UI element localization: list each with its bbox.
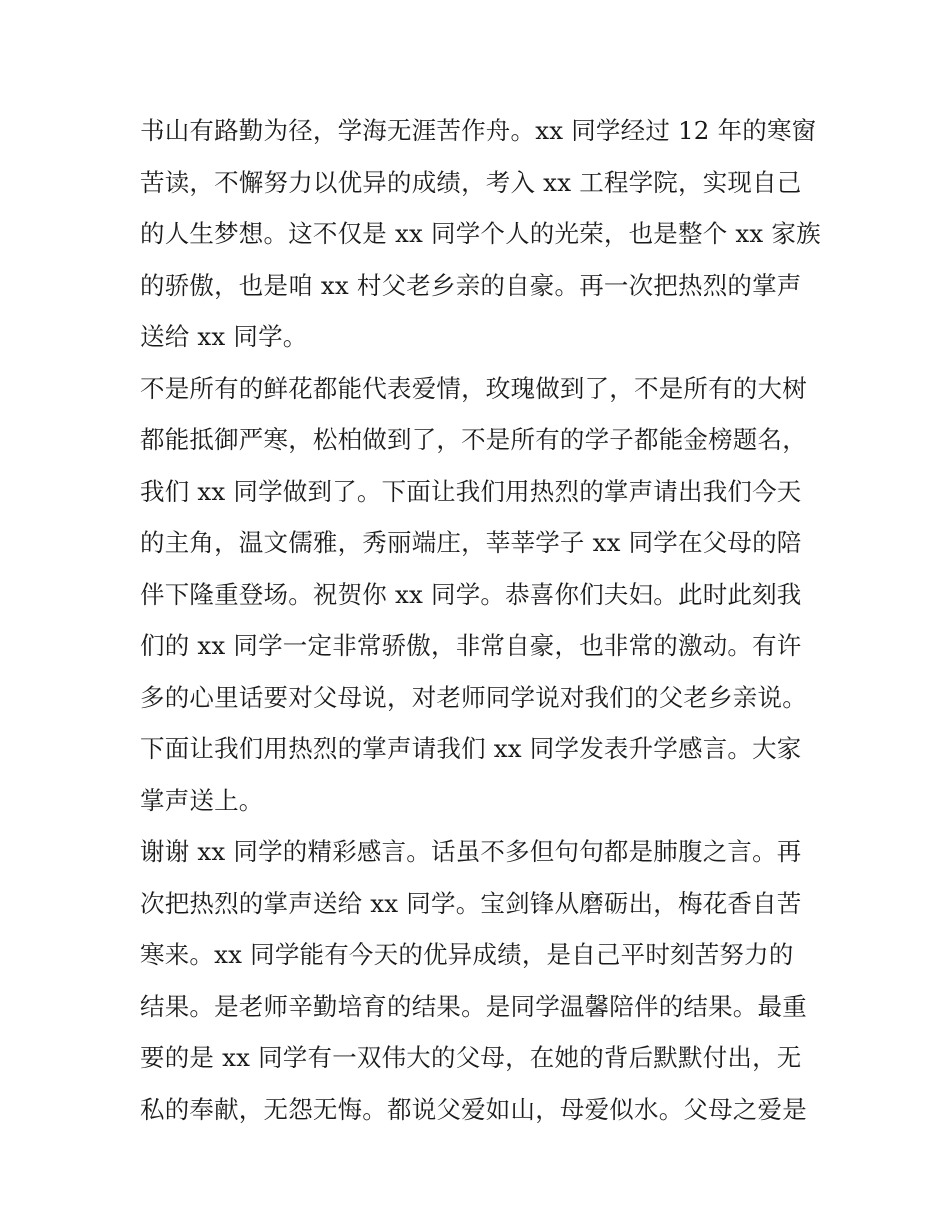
text-line: 苦读，不懈努力以优异的成绩，考入 xx 工程学院，实现自己: [140, 167, 802, 197]
paragraph-1: [140, 105, 820, 363]
text-line: 都能抵御严寒，松柏做到了，不是所有的学子都能金榜题名，: [140, 425, 807, 454]
document-body: [140, 105, 820, 1135]
text-line: 结果。是老师辛勤培育的结果。是同学温馨陪伴的结果。最重: [140, 991, 807, 1021]
text-line: 多的心里话要对父母说，对老师同学说对我们的父老乡亲说。: [140, 682, 807, 712]
paragraph-2: [140, 363, 820, 827]
text-line: 不是所有的鲜花都能代表爱情，玫瑰做到了，不是所有的大树: [140, 373, 807, 403]
text-line: 的骄傲，也是咱 xx 村父老乡亲的自豪。再一次把热烈的掌声: [140, 270, 802, 300]
paragraph-3: [140, 826, 820, 1135]
text-line: 伴下隆重登场。祝贺你 xx 同学。恭喜你们夫妇。此时此刻我: [140, 579, 802, 609]
text-line: 的人生梦想。这不仅是 xx 同学个人的光荣，也是整个 xx 家族: [140, 219, 821, 248]
text-line: 次把热烈的掌声送给 xx 同学。宝剑锋从磨砺出，梅花香自苦: [140, 888, 802, 918]
text-line: 们的 xx 同学一定非常骄傲，非常自豪，也非常的激动。有许: [140, 631, 802, 660]
text-line: 私的奉献，无怨无悔。都说父爱如山，母爱似水。父母之爱是: [140, 1094, 807, 1124]
text-line: 的主角，温文儒雅，秀丽端庄，莘莘学子 xx 同学在父母的陪: [140, 528, 802, 557]
text-line: 我们 xx 同学做到了。下面让我们用热烈的掌声请出我们今天: [140, 476, 802, 506]
text-line: 掌声送上。: [140, 785, 264, 815]
text-line: 书山有路勤为径，学海无涯苦作舟。xx 同学经过 12 年的寒窗: [140, 116, 817, 145]
text-line: 要的是 xx 同学有一双伟大的父母，在她的背后默默付出，无: [140, 1043, 802, 1072]
text-line: 寒来。xx 同学能有今天的优异成绩，是自己平时刻苦努力的: [140, 940, 794, 969]
text-line: 下面让我们用热烈的掌声请我们 xx 同学发表升学感言。大家: [140, 734, 802, 763]
text-line: 谢谢 xx 同学的精彩感言。话虽不多但句句都是肺腹之言。再: [140, 837, 802, 866]
text-line: 送给 xx 同学。: [140, 322, 308, 351]
